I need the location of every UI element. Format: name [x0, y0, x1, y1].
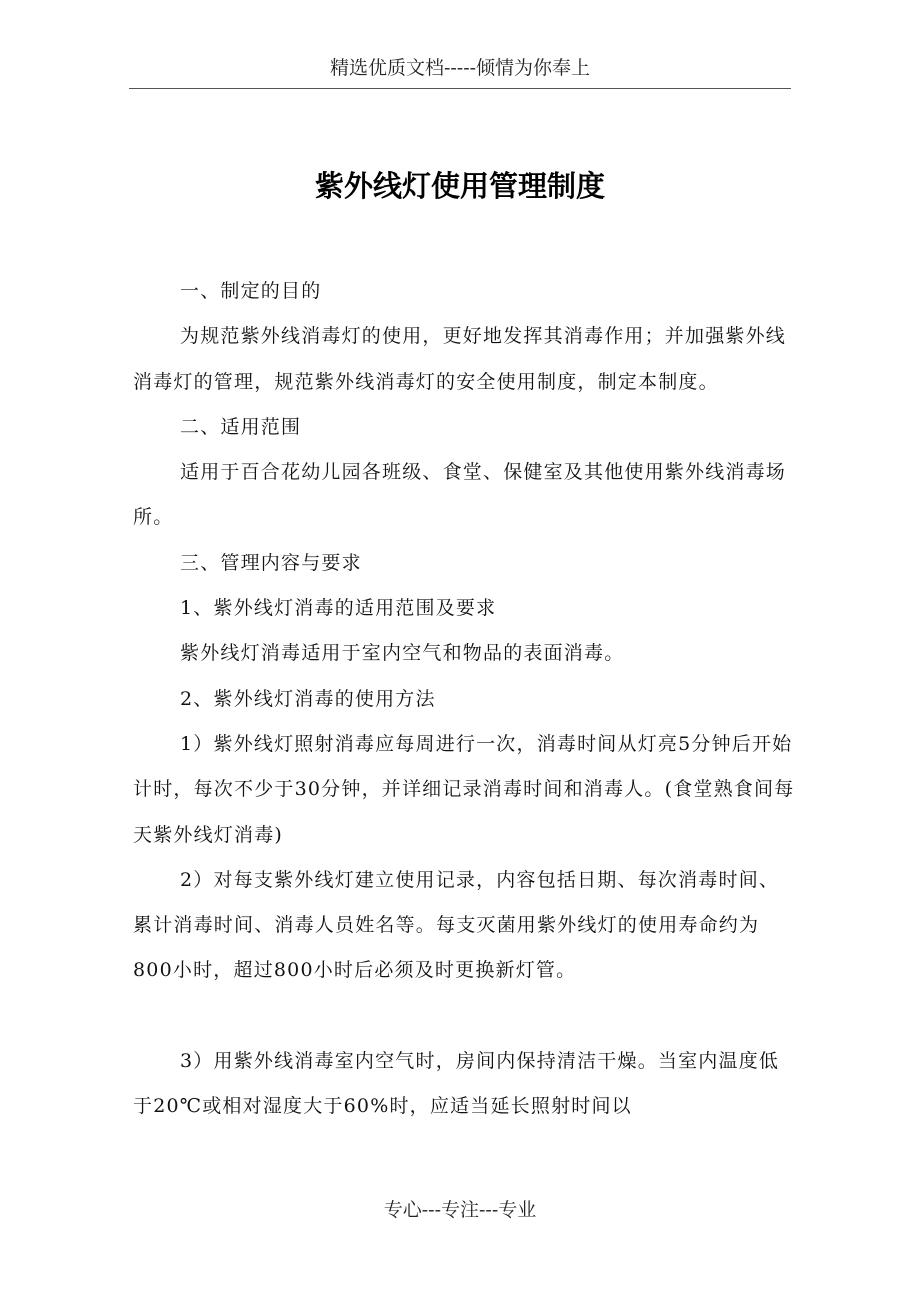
subheading-usage-method: 2、紫外线灯消毒的使用方法 [180, 687, 436, 710]
paragraph-usage-point-3: 3）用紫外线消毒室内空气时，房间内保持清洁干燥。当室内温度低于20℃或相对湿度大于60%时，应适当延长照射时间以 [133, 1049, 780, 1118]
section-heading-management: 三、管理内容与要求 [180, 551, 362, 574]
paragraph-usage-point-1: 1）紫外线灯照射消毒应每周进行一次，消毒时间从灯亮5分钟后开始计时，每次不少于30分钟，并详细记录消毒时间和消毒人。(食堂熟食间每天紫外线灯消毒) [133, 732, 795, 846]
paragraph-gap [133, 994, 795, 1039]
document-body [133, 269, 795, 1129]
page-header: 精选优质文档-----倾情为你奉上 [329, 57, 591, 79]
document-title: 紫外线灯使用管理制度 [314, 169, 605, 203]
section-heading-purpose: 一、制定的目的 [180, 280, 322, 302]
paragraph-scope: 适用于百合花幼儿园各班级、食堂、保健室及其他使用紫外线消毒场所。 [133, 461, 787, 529]
section-heading-scope: 二、适用范围 [180, 415, 302, 438]
header-divider [129, 88, 791, 89]
paragraph-usage-point-2: 2）对每支紫外线灯建立使用记录，内容包括日期、每次消毒时间、累计消毒时间、消毒人员姓名等。每支灭菌用紫外线灯的使用寿命约为800小时，超过800小时后必须及时更换新灯管。 [133, 868, 780, 982]
paragraph-purpose: 为规范紫外线消毒灯的使用，更好地发挥其消毒作用；并加强紫外线消毒灯的管理，规范紫外线消毒灯的安全使用制度，制定本制度。 [133, 325, 787, 393]
page-footer: 专心---专注---专业 [383, 1199, 537, 1221]
subheading-applicable-range: 1、紫外线灯消毒的适用范围及要求 [180, 597, 497, 620]
paragraph-applicable-range: 紫外线灯消毒适用于室内空气和物品的表面消毒。 [180, 642, 625, 665]
